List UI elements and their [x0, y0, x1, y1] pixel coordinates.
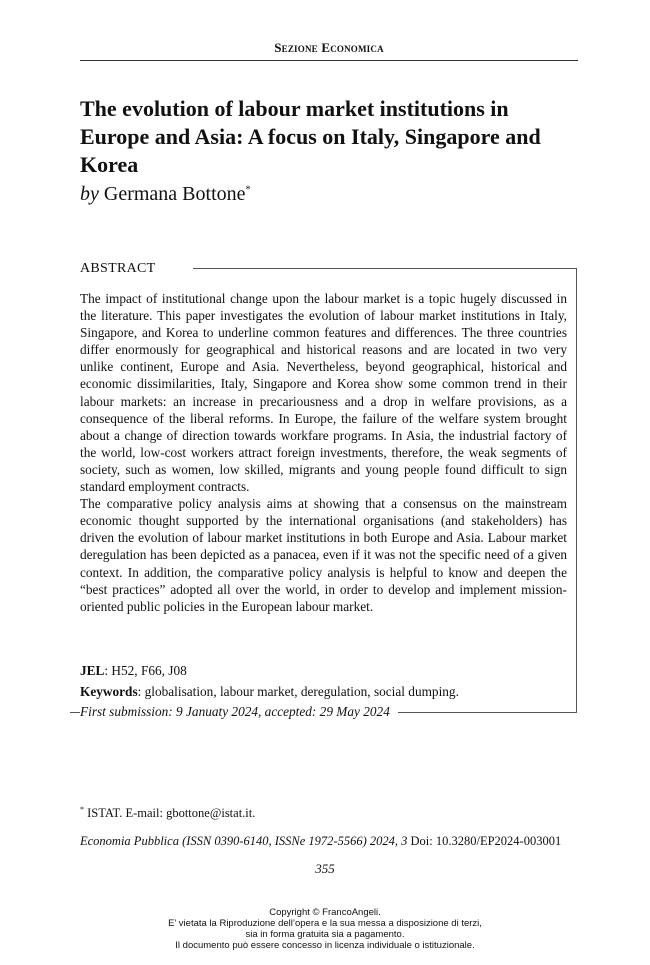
- abstract-body: [80, 290, 567, 615]
- author-name: Germana Bottone: [103, 183, 246, 205]
- copyright-line: E’ vietata la Riproduzione dell’opera e la sua messa a disposizione di terzi,: [168, 918, 482, 929]
- author-footnote: [80, 805, 255, 821]
- byline-by: by: [80, 183, 99, 205]
- journal-citation: [80, 834, 561, 849]
- author-footnote-mark: *: [245, 184, 251, 196]
- copyright-line: Copyright © FrancoAngeli.: [269, 907, 381, 918]
- submission-dates: First submission: 9 Januaty 2024, accepted: 29 May 2024: [80, 704, 398, 720]
- keywords-value: : globalisation, labour market, deregulation, social dumping.: [137, 684, 459, 699]
- article-title: The evolution of labour market institutions in Europe and Asia: A focus on Italy, Singapore and Korea: [80, 96, 541, 177]
- doi: Doi: 10.3280/EP2024-003001: [407, 834, 562, 848]
- keywords-label: Keywords: [80, 684, 138, 699]
- section-header: [80, 40, 578, 56]
- abstract-heading: ABSTRACT: [80, 261, 162, 277]
- section-header-word: ezione: [281, 40, 318, 55]
- jel-value: : H52, F66, J08: [104, 663, 187, 678]
- keywords: [80, 684, 459, 700]
- section-header-initial: E: [321, 40, 331, 55]
- section-header-initial: S: [274, 40, 282, 55]
- footnote-text: ISTAT. E-mail: gbottone@istat.it.: [84, 806, 256, 821]
- abstract-top-rule: [193, 268, 576, 269]
- abstract-paragraph-1: The impact of institutional change upon the labour market is a topic hugely discussed in the literature. This paper investigates the evolution of labour market institutions in Italy, Singapore, and Korea to underline common features and differences. The three countries differ enormously for geographical and historical reasons and are located in two very unlike continent, Europe and Asia. Nevertheless, beyond geographical, historical and economic dissimilarities, Italy, Singapore and Korea show some common trend in their labour markets: an increase in precariousness and a drop in welfare provisions, as a consequence of the liberal reforms. In Europe, the failure of the welfare system brought about a change of direction towards workfare programs. In Asia, the industrial factory of the world, low-cost workers attract foreign investments, therefore, the weak segments of society, such as women, low skilled, migrants and young people found difficult to sign standard employment contracts.: [80, 291, 567, 495]
- copyright-notice: [0, 907, 650, 951]
- page-number: 355: [315, 861, 335, 876]
- copyright-line: sia in forma gratuita sia a pagamento.: [245, 929, 405, 940]
- footnote-mark: *: [80, 805, 84, 814]
- header-rule: [80, 60, 578, 61]
- copyright-line: Il documento può essere concesso in licenza individuale o istituzionale.: [175, 940, 475, 951]
- section-header-word: conomica: [330, 40, 384, 55]
- byline: [80, 183, 251, 206]
- abstract-paragraph-2: The comparative policy analysis aims at showing that a consensus on the mainstream economic thought supported by the international organisations (and stakeholders) has driven the evolution of labour market institutions in both Europe and Asia. Labour market deregulation has been depicted as a panacea, even if it was not the specific need of a given context. In addition, the comparative policy analysis is helpful to know and deepen the “best practices” adopted all over the world, in order to develop and implement mission-oriented public policies in the European labour market.: [80, 496, 567, 614]
- jel-codes: [80, 663, 187, 679]
- journal-reference: Economia Pubblica (ISSN 0390-6140, ISSNe 1972-5566) 2024, 3: [80, 834, 408, 848]
- jel-label: JEL: [80, 663, 105, 678]
